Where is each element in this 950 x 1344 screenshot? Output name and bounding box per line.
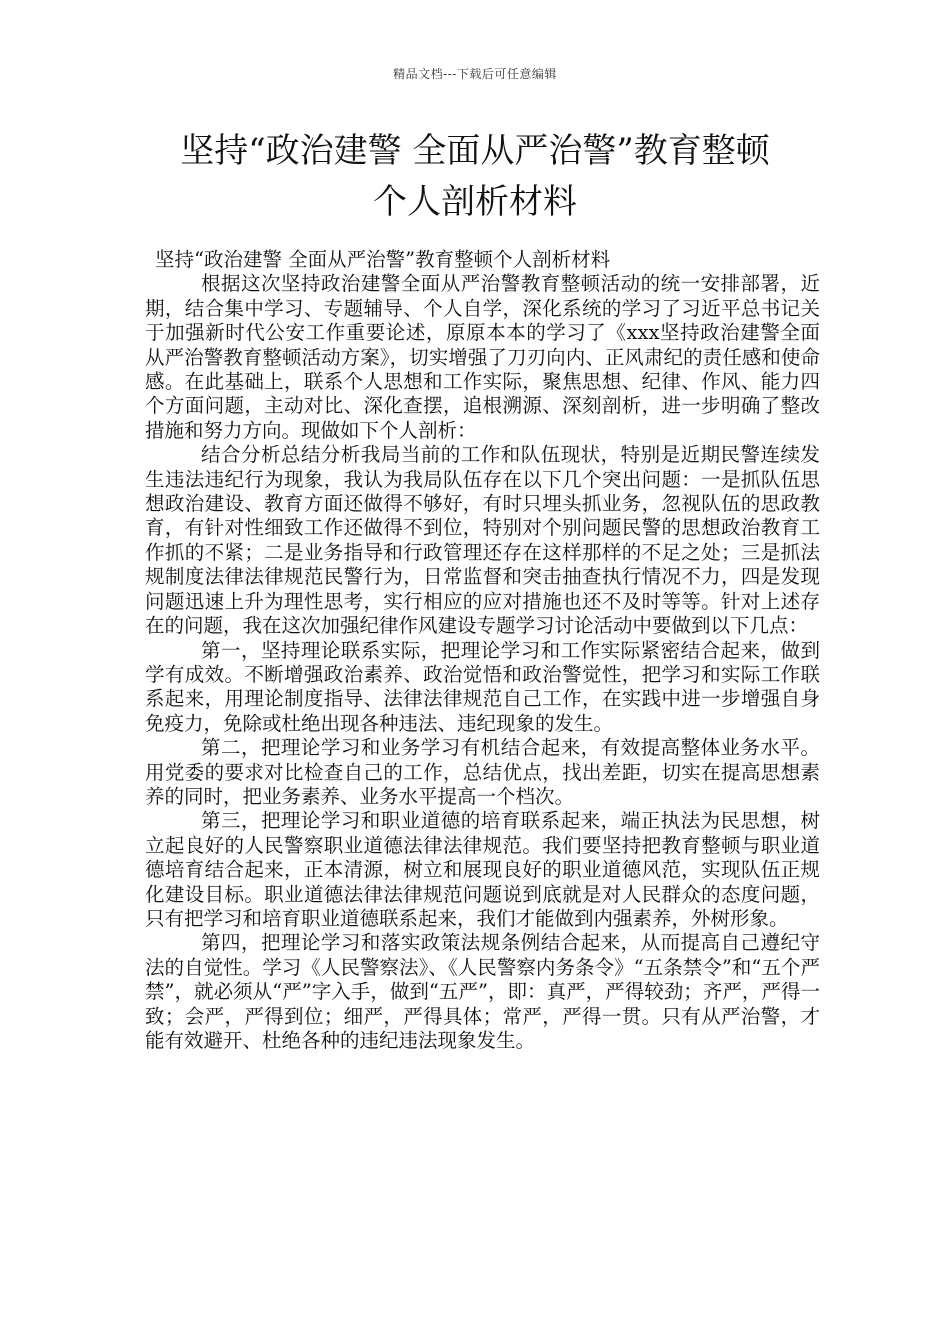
paragraph-first: 第一，坚持理论联系实际，把理论学习和工作实际紧密结合起来，做到学有成效。不断增强政治素养、政治觉悟和政治警觉性，把学习和实际工作联系起来，用理论制度指导、法律法律规范自己工作，在实践中进一步增强自身免疫力，免除或杜绝出现各种违法、违纪现象的发生。: [145, 638, 820, 735]
paragraph-second: 第二，把理论学习和业务学习有机结合起来，有效提高整体业务水平。用党委的要求对比检查自己的工作，总结优点，找出差距，切实在提高思想素养的同时，把业务素养、业务水平提高一个档次。: [145, 736, 820, 808]
document-title-line-2: 个人剖析材料: [373, 182, 577, 222]
document-subtitle: 坚持“政治建警 全面从严治警”教育整顿个人剖析材料: [155, 248, 611, 271]
paragraph-problems: 结合分析总结分析我局当前的工作和队伍现状，特别是近期民警连续发生违法违纪行为现象，我认为我局队伍存在以下几个突出问题：一是抓队伍思想政治建设、教育方面还做得不够好，有时只埋头抓业务，忽视队伍的思政教育，有针对性细致工作还做得不到位，特别对个别问题民警的思想政治教育工作抓的不紧；二是业务指导和行政管理还存在这样那样的不足之处；三是抓法规制度法律法律规范民警行为，日常监督和突击抽查执行情况不力，四是发现问题迅速上升为理性思考，实行相应的应对措施也还不及时等等。针对上述存在的问题，我在这次加强纪律作风建设专题学习讨论活动中要做到以下几点：: [145, 443, 820, 638]
header-note: 精品文档---下载后可任意编辑: [393, 67, 557, 81]
document-title-line-1: 坚持“政治建警 全面从严治警”教育整顿: [180, 131, 770, 171]
paragraph-intro: 根据这次坚持政治建警全面从严治警教育整顿活动的统一安排部署，近期，结合集中学习、专题辅导、个人自学，深化系统的学习了习近平总书记关于加强新时代公安工作重要论述，原原本本的学习了《xxx坚持政治建警全面从严治警教育整顿活动方案》，切实增强了刀刃向内、正风肃纪的责任感和使命感。在此基础上，联系个人思想和工作实际，聚焦思想、纪律、作风、能力四个方面问题，主动对比、深化查摆，追根溯源、深刻剖析，进一步明确了整改措施和努力方向。现做如下个人剖析：: [145, 272, 820, 442]
document-body: [145, 248, 820, 1053]
paragraph-third: 第三，把理论学习和职业道德的培育联系起来，端正执法为民思想，树立起良好的人民警察职业道德法律法律规范。我们要坚持把教育整顿与职业道德培育结合起来，正本清源，树立和展现良好的职业道德风范，实现队伍正规化建设目标。职业道德法律法律规范问题说到底就是对人民群众的态度问题，只有把学习和培育职业道德联系起来，我们才能做到内强素养，外树形象。: [145, 809, 820, 930]
document-title: [120, 126, 830, 228]
paragraph-fourth: 第四，把理论学习和落实政策法规条例结合起来，从而提高自己遵纪守法的自觉性。学习《人民警察法》、《人民警察内务条令》“五条禁令”和“五个严禁”，就必须从“严”字入手，做到“五严”，即：真严，严得较劲；齐严，严得一致；会严，严得到位；细严，严得具体；常严，严得一贯。只有从严治警，才能有效避开、杜绝各种的违纪违法现象发生。: [145, 931, 820, 1052]
